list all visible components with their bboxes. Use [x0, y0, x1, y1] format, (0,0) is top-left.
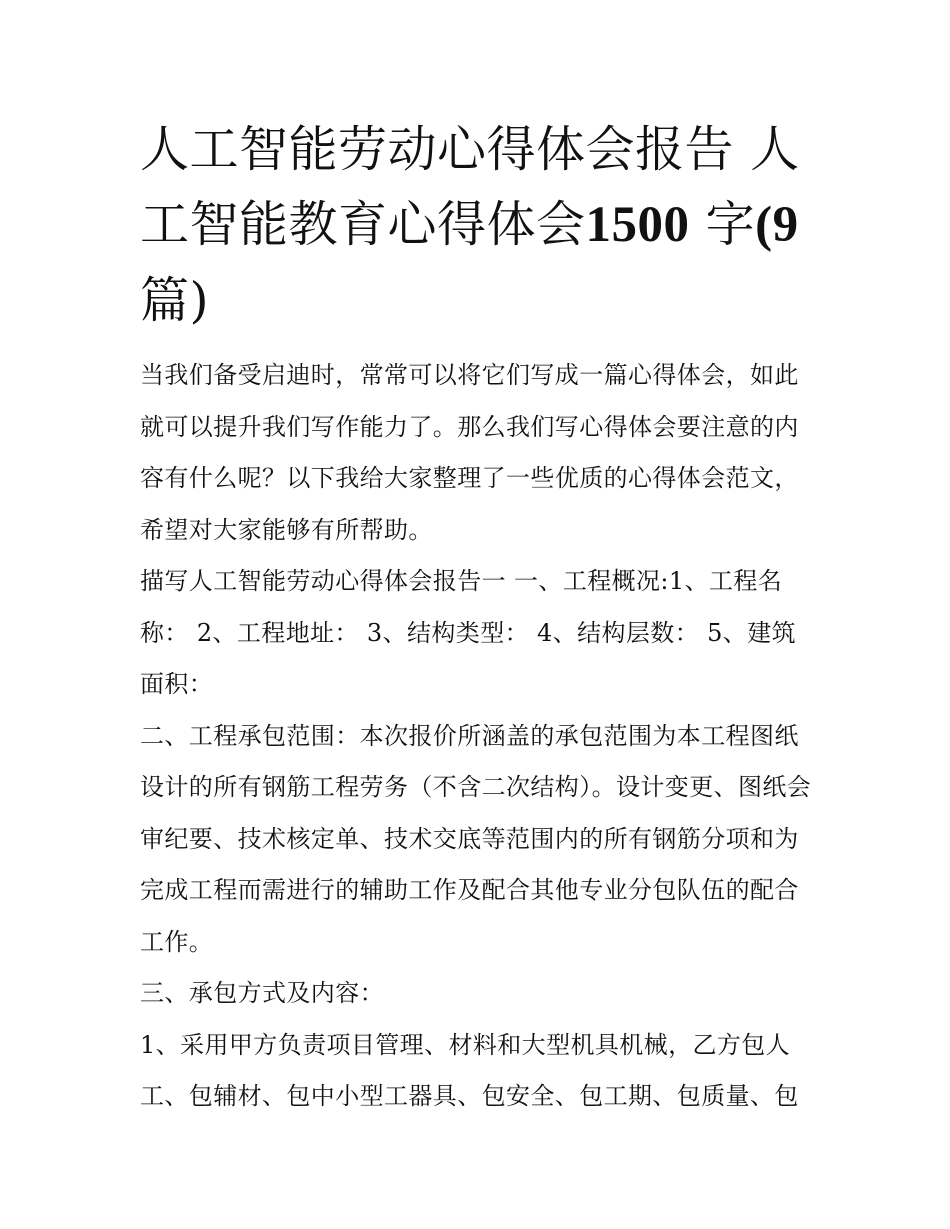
intro-paragraph: 当我们备受启迪时，常常可以将它们写成一篇心得体会，如此就可以提升我们写作能力了。那么我们写心得体会要注意的内容有什么呢？以下我给大家整理了一些优质的心得体会范文，希望对大家能够有所帮助。	[140, 361, 799, 544]
contract-method-heading: 三、承包方式及内容：	[140, 979, 384, 1007]
contract-method-item-1: 1、采用甲方负责项目管理、材料和大型机具机械，乙方包人工、包辅材、包中小型工器具、包安全、包工期、包质量、包	[140, 1030, 799, 1110]
title-text: 人工智能劳动心得体会报告 人工智能教育心得体会	[140, 121, 800, 253]
title-unit: 字	[689, 196, 756, 253]
contract-scope-paragraph: 二、工程承包范围：本次报价所涵盖的承包范围为本工程图纸设计的所有钢筋工程劳务（不含二次结构）。设计变更、图纸会审纪要、技术核定单、技术交底等范围内的所有钢筋分项和为完成工程而需进行的辅助工作及配合其他专业分包队伍的配合工作。	[140, 721, 812, 956]
title-count-close: 篇)	[140, 272, 210, 329]
title-count-open: (9	[755, 197, 799, 253]
document-title	[140, 112, 816, 338]
title-number: 1500	[585, 197, 690, 253]
project-overview-paragraph: 描写人工智能劳动心得体会报告一 一、工程概况:1、工程名称： 2、工程地址： 3、结构类型： 4、结构层数： 5、建筑面积：	[140, 567, 796, 698]
document-page	[140, 112, 816, 1123]
